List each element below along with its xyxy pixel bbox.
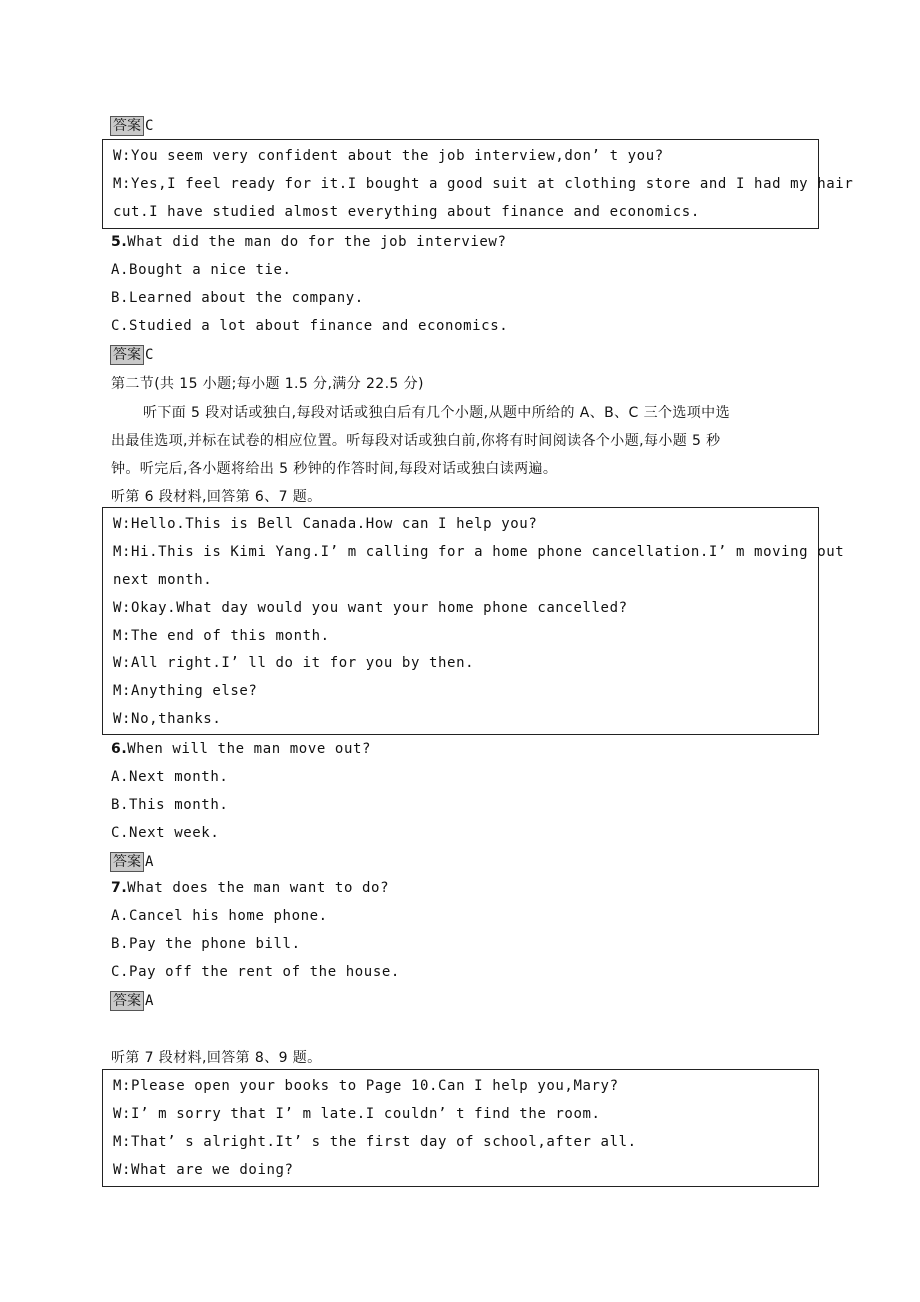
question-text: What does the man want to do? <box>127 880 390 896</box>
answer-letter: A <box>145 993 154 1009</box>
dialogue-line: M:Please open your books to Page 10.Can I help you,Mary? <box>113 1078 619 1094</box>
option-c: C.Studied a lot about finance and economics. <box>111 318 509 334</box>
dialogue-line: M:That’ s alright.It’ s the first day of school,after all. <box>113 1134 637 1150</box>
option-c: C.Next week. <box>111 825 220 841</box>
answer-q7 <box>110 991 153 1011</box>
question-number: 6. <box>111 741 128 757</box>
option-a: A.Cancel his home phone. <box>111 908 328 924</box>
dialogue-line: next month. <box>113 572 213 588</box>
dialogue-box-q5 <box>102 139 854 229</box>
dialogue-line: M:The end of this month. <box>113 628 330 644</box>
question-number: 7. <box>111 880 128 896</box>
answer-badge: 答案 <box>110 852 144 872</box>
dialogue-line: M:Anything else? <box>113 683 258 699</box>
dialogue-line: W:I’ m sorry that I’ m late.I couldn’ t find the room. <box>113 1106 601 1122</box>
answer-badge: 答案 <box>110 116 144 136</box>
dialogue-line: W:You seem very confident about the job interview,don’ t you? <box>113 148 664 164</box>
dialogue-line: M:Yes,I feel ready for it.I bought a good suit at clothing store and I had my hair <box>113 176 854 192</box>
answer-q5 <box>110 345 153 365</box>
option-a: A.Next month. <box>111 769 229 785</box>
answer-letter: A <box>145 854 154 870</box>
dialogue-line: cut.I have studied almost everything about finance and economics. <box>113 204 700 220</box>
dialogue-box-6 <box>102 507 845 735</box>
answer-badge: 答案 <box>110 345 144 365</box>
answer-badge: 答案 <box>110 991 144 1011</box>
dialogue-line: W:What are we doing? <box>113 1162 294 1178</box>
dialogue-line: W:All right.I’ ll do it for you by then. <box>113 655 475 671</box>
question-5 <box>111 234 506 250</box>
answer-top <box>110 116 153 136</box>
question-7 <box>111 880 389 896</box>
dialogue-line: W:No,thanks. <box>113 711 222 727</box>
answer-letter: C <box>145 118 154 134</box>
option-b: B.This month. <box>111 797 229 813</box>
question-number: 5. <box>111 234 128 250</box>
dialogue-line: W:Hello.This is Bell Canada.How can I help you? <box>113 516 538 532</box>
answer-letter: C <box>145 347 154 363</box>
section-heading: 第二节(共 15 小题;每小题 1.5 分,满分 22.5 分) <box>111 376 424 392</box>
option-c: C.Pay off the rent of the house. <box>111 964 400 980</box>
instruction-line: 听下面 5 段对话或独白,每段对话或独白后有几个小题,从题中所给的 A、B、C 三个选项中选 <box>143 405 730 421</box>
dialogue-line: M:Hi.This is Kimi Yang.I’ m calling for a home phone cancellation.I’ m moving out <box>113 544 845 560</box>
material-7-intro: 听第 7 段材料,回答第 8、9 题。 <box>111 1050 322 1066</box>
material-6-intro: 听第 6 段材料,回答第 6、7 题。 <box>111 489 322 505</box>
answer-q6 <box>110 852 153 872</box>
option-b: B.Pay the phone bill. <box>111 936 301 952</box>
dialogue-box-7 <box>102 1069 819 1187</box>
option-a: A.Bought a nice tie. <box>111 262 292 278</box>
question-text: What did the man do for the job interview? <box>127 234 507 250</box>
instruction-line: 出最佳选项,并标在试卷的相应位置。听每段对话或独白前,你将有时间阅读各个小题,每小题 5 秒 <box>111 433 721 449</box>
instruction-line: 钟。听完后,各小题将给出 5 秒钟的作答时间,每段对话或独白读两遍。 <box>111 461 558 477</box>
option-b: B.Learned about the company. <box>111 290 364 306</box>
question-6 <box>111 741 371 757</box>
question-text: When will the man move out? <box>127 741 372 757</box>
dialogue-line: W:Okay.What day would you want your home phone cancelled? <box>113 600 628 616</box>
